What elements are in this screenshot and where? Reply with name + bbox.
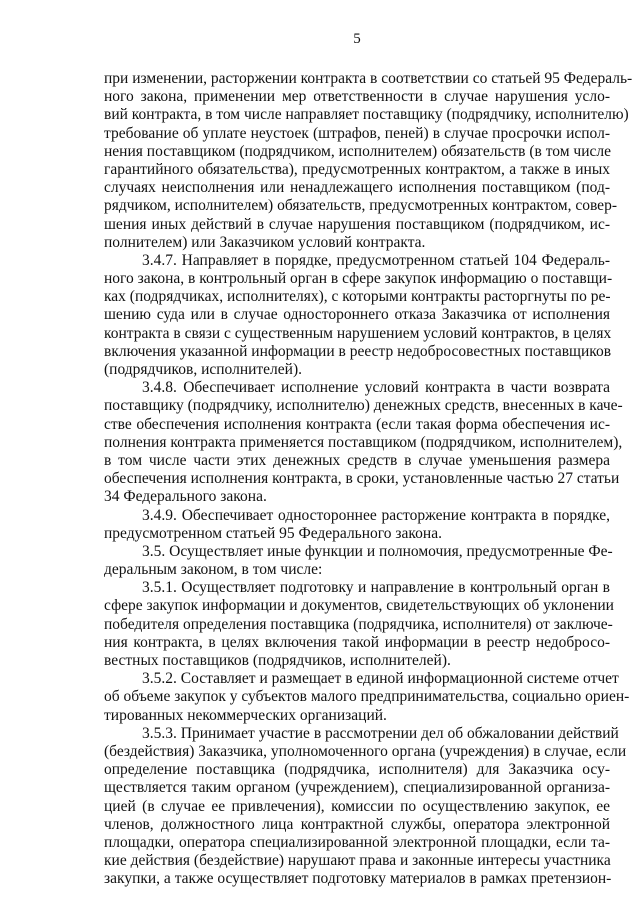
text-line: деральным законом, в том числе: [104, 561, 323, 579]
text-line: ния контракта, в целях включения такой информации в реестр недобросо- [104, 633, 610, 651]
text-line: 3.4.8. Обеспечивает исполнение условий контракта в части возврата [142, 379, 610, 397]
text-line: шению суда или в случае одностороннего отказа Заказчика от исполнения [104, 306, 610, 324]
text-line: полнителем) или Заказчиком условий контракта. [104, 233, 426, 251]
text-line: 3.5.1. Осуществляет подготовку и направление в контрольный орган в [142, 579, 610, 597]
text-line: ществляется таким органом (учреждением), специализированной организа- [104, 779, 610, 797]
text-line: сфере закупок информации и документов, свидетельствующих об уклонении [104, 597, 614, 615]
text-line: ного закона, в контрольный орган в сфере закупок информацию о поставщи- [104, 270, 613, 288]
text-line: вестных поставщиков (подрядчиков, исполнителей). [104, 652, 451, 669]
text-line: площадки, оператора специализированной электронной площадки, если та- [104, 833, 610, 851]
text-line: 3.4.7. Направляет в порядке, предусмотренном статьей 104 Федераль- [142, 251, 610, 269]
text-line: членов, должностного лица контрактной службы, оператора электронной [104, 815, 610, 833]
text-line: об объеме закупок у субъектов малого предпринимательства, социально ориен- [104, 688, 630, 706]
text-line: требование об уплате неустоек (штрафов, пеней) в случае просрочки испол- [104, 124, 610, 142]
text-line: 3.5.3. Принимает участие в рассмотрении дел об обжаловании действий [142, 724, 619, 742]
text-line: определение поставщика (подрядчика, исполнителя) для Заказчика осу- [104, 761, 610, 779]
text-line: включения указанной информации в реестр недобросовестных поставщиков [104, 342, 612, 360]
document-body [104, 70, 633, 888]
text-line: победителя определения поставщика (подрядчика, исполнителя) от заключе- [104, 615, 613, 633]
text-line: рядчиком, исполнителем) обязательств, предусмотренных контрактом, совер- [104, 197, 617, 215]
text-line: шения иных действий в случае нарушения поставщиком (подрядчиком, ис- [104, 215, 610, 233]
text-line: 34 Федерального закона. [104, 488, 267, 506]
text-line: предусмотренном статьей 95 Федерального закона. [104, 524, 442, 542]
text-line: случаях неисполнения или ненадлежащего исполнения поставщиком (под- [104, 179, 610, 197]
page-number: 5 [353, 31, 361, 47]
text-line: 3.5. Осуществляет иные функции и полномочия, предусмотренные Фе- [142, 542, 613, 560]
text-line: ках (подрядчиках, исполнителях), с которыми контракты расторгнуты по ре- [104, 288, 611, 306]
text-line: тированных некоммерческих организаций. [104, 706, 387, 724]
text-line: поставщику (подрядчику, исполнителю) денежных средств, внесенных в каче- [104, 397, 623, 415]
text-line: (подрядчиков, исполнителей). [104, 361, 303, 378]
text-line: (бездействия) Заказчика, уполномоченного органа (учреждения) в случае, если [104, 742, 627, 760]
text-line: ного закона, применении мер ответственности в случае нарушения усло- [104, 88, 610, 106]
text-line: гарантийного обязательства), предусмотренных контрактом, а также в иных [104, 160, 610, 178]
text-line: полнения контракта применяется поставщиком (подрядчиком, исполнителем), [104, 433, 623, 451]
text-line: вий контракта, в том числе направляет поставщику (подрядчику, исполнителю) [104, 106, 629, 124]
text-line: 3.4.9. Обеспечивает одностороннее расторжение контракта в порядке, [142, 506, 610, 524]
text-line: стве обеспечения исполнения контракта (если такая форма обеспечения ис- [104, 415, 610, 433]
text-line: контракта в связи с существенным нарушением условий контрактов, в целях [104, 324, 612, 342]
text-line: в том числе части этих денежных средств в случае уменьшения размера [104, 451, 610, 469]
text-line: обеспечения исполнения контракта, в сроки, установленные частью 27 статьи [104, 470, 620, 488]
text-line: цией (в случае ее привлечения), комиссии по осуществлению закупок, ее [104, 797, 610, 815]
text-line: закупки, а также осуществляет подготовку материалов в рамках претензион- [104, 870, 612, 888]
text-line: при изменении, расторжении контракта в соответствии со статьей 95 Федераль- [104, 70, 633, 87]
text-line: кие действия (бездействие) нарушают права и законные интересы участника [104, 852, 611, 870]
document-page [104, 30, 633, 888]
text-line: нения поставщиком (подрядчиком, исполнителем) обязательств (в том числе [104, 142, 611, 160]
text-line: 3.5.2. Составляет и размещает в единой информационной системе отчет [142, 670, 619, 688]
